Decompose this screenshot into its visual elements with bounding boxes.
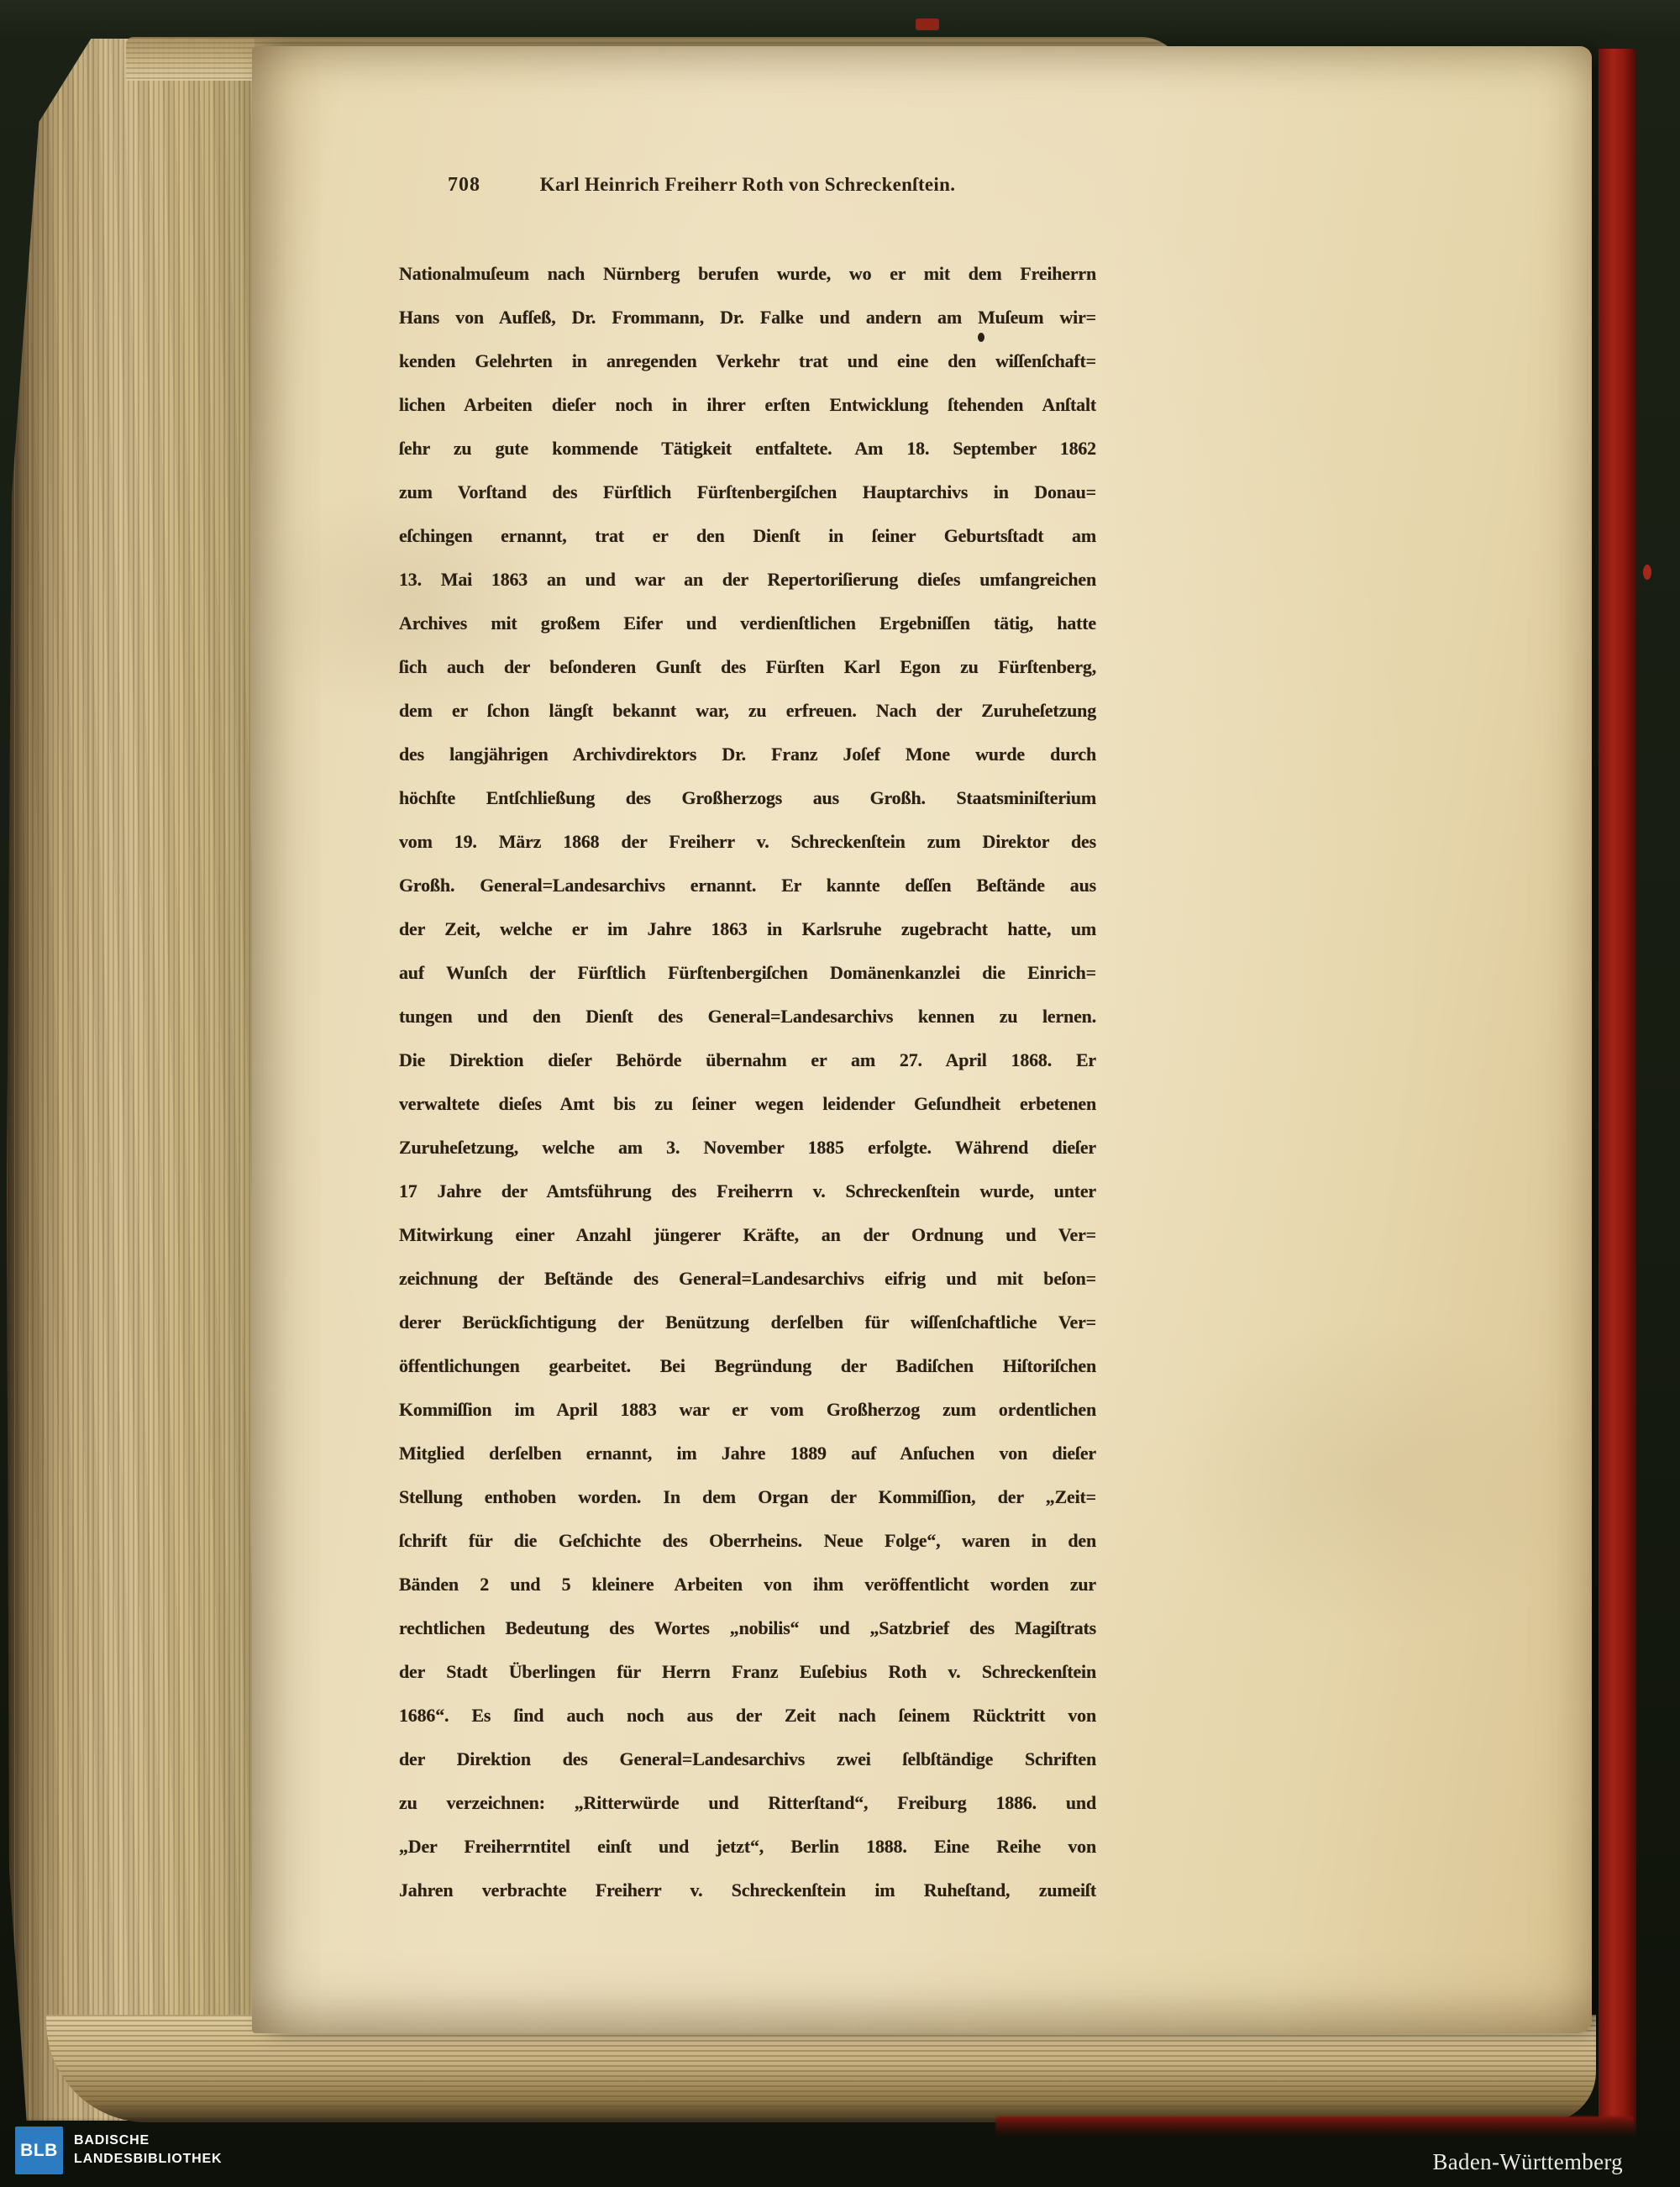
- text-line: Bänden 2 und 5 kleinere Arbeiten von ihm veröffentlicht worden zur: [399, 1574, 1096, 1595]
- page-text-block: [399, 252, 1096, 1912]
- text-line: Stellung enthoben worden. In dem Organ der Kommiſſion, der „Zeit=: [399, 1486, 1096, 1507]
- text-line: Hans von Aufſeß, Dr. Frommann, Dr. Falke und andern am Muſeum wir=: [399, 307, 1096, 328]
- text-line: „Der Freiherrntitel einſt und jetzt“, Berlin 1888. Eine Reihe von: [399, 1836, 1096, 1857]
- text-line: verwaltete dieſes Amt bis zu ſeiner wegen leidender Geſundheit erbetenen: [399, 1093, 1096, 1114]
- text-line: zum Vorſtand des Fürſtlich Fürſtenbergiſchen Hauptarchivs in Donau=: [399, 481, 1096, 502]
- text-line: zu verzeichnen: „Ritterwürde und Ritterſtand“, Freiburg 1886. und: [399, 1792, 1096, 1813]
- book-fore-edge-pages: [7, 39, 255, 2121]
- blb-logo-text: BLB: [20, 2140, 58, 2160]
- text-line: des langjährigen Archivdirektors Dr. Franz Joſef Mone wurde durch: [399, 744, 1096, 765]
- library-name: [74, 2132, 222, 2169]
- text-line: auf Wunſch der Fürſtlich Fürſtenbergiſchen Domänenkanzlei die Einrich=: [399, 962, 1096, 983]
- text-line: lichen Arbeiten dieſer noch in ihrer erſten Entwicklung ſtehenden Anſtalt: [399, 394, 1096, 415]
- red-edge-mark: [1643, 565, 1651, 580]
- red-bookmark-mark: [916, 18, 939, 30]
- text-line: öffentlichungen gearbeitet. Bei Begründung der Badiſchen Hiſtoriſchen: [399, 1355, 1096, 1376]
- text-line: ſchrift für die Geſchichte des Oberrheins. Neue Folge“, waren in den: [399, 1530, 1096, 1551]
- text-line: höchſte Entſchließung des Großherzogs aus Großh. Staatsminiſterium: [399, 787, 1096, 808]
- text-line: Nationalmuſeum nach Nürnberg berufen wurde, wo er mit dem Freiherrn: [399, 263, 1096, 284]
- text-line: Zuruheſetzung, welche am 3. November 1885 erfolgte. Während dieſer: [399, 1137, 1096, 1158]
- text-line: der Direktion des General=Landesarchivs zwei ſelbſtändige Schriften: [399, 1748, 1096, 1769]
- page-number: 708: [448, 174, 480, 196]
- text-line: Jahren verbrachte Freiherr v. Schreckenſtein im Ruheſtand, zumeiſt: [399, 1879, 1096, 1900]
- text-line: rechtlichen Bedeutung des Wortes „nobilis“ und „Satzbrief des Magiſtrats: [399, 1617, 1096, 1638]
- library-name-line1: BADISCHE: [74, 2133, 150, 2148]
- book-cover-red-edge: [1599, 49, 1636, 2139]
- text-line: 13. Mai 1863 an und war an der Repertoriſierung dieſes umfangreichen: [399, 569, 1096, 590]
- book-page: [252, 46, 1592, 2033]
- text-line: Archives mit großem Eifer und verdienſtlichen Ergebniſſen tätig, hatte: [399, 612, 1096, 633]
- text-line: 1686“. Es ſind auch noch aus der Zeit nach ſeinem Rücktritt von: [399, 1705, 1096, 1726]
- ink-speck: [978, 333, 984, 342]
- text-line: derer Berückſichtigung der Benützung derſelben für wiſſenſchaftliche Ver=: [399, 1312, 1096, 1333]
- text-line: 17 Jahre der Amtsführung des Freiherrn v. Schreckenſtein wurde, unter: [399, 1180, 1096, 1201]
- library-name-line2: LANDESBIBLIOTHEK: [74, 2152, 223, 2166]
- region-label: Baden-Württemberg: [1432, 2149, 1623, 2174]
- text-line: ſich auch der beſonderen Gunſt des Fürſten Karl Egon zu Fürſtenberg,: [399, 656, 1096, 677]
- blb-logo: [15, 2127, 63, 2174]
- text-line: eſchingen ernannt, trat er den Dienſt in ſeiner Geburtsſtadt am: [399, 525, 1096, 546]
- text-line: Kommiſſion im April 1883 war er vom Großherzog zum ordentlichen: [399, 1399, 1096, 1420]
- page-header: [399, 174, 1096, 202]
- text-line: Mitwirkung einer Anzahl jüngerer Kräfte, an der Ordnung und Ver=: [399, 1224, 1096, 1245]
- text-line: dem er ſchon längſt bekannt war, zu erfreuen. Nach der Zuruheſetzung: [399, 700, 1096, 721]
- text-line: kenden Gelehrten in anregenden Verkehr trat und eine den wiſſenſchaft=: [399, 350, 1096, 371]
- text-line: der Stadt Überlingen für Herrn Franz Euſebius Roth v. Schreckenſtein: [399, 1661, 1096, 1682]
- text-line: zeichnung der Beſtände des General=Landesarchivs eifrig und mit beſon=: [399, 1268, 1096, 1289]
- text-line: Mitglied derſelben ernannt, im Jahre 1889 auf Anſuchen von dieſer: [399, 1443, 1096, 1464]
- library-branding-bar: [0, 2117, 1680, 2187]
- text-line: der Zeit, welche er im Jahre 1863 in Karlsruhe zugebracht hatte, um: [399, 918, 1096, 939]
- text-line: tungen und den Dienſt des General=Landesarchivs kennen zu lernen.: [399, 1006, 1096, 1027]
- text-line: vom 19. März 1868 der Freiherr v. Schreckenſtein zum Direktor des: [399, 831, 1096, 852]
- running-header: Karl Heinrich Freiherr Roth von Schreckenſtein.: [539, 174, 956, 195]
- text-line: Großh. General=Landesarchivs ernannt. Er kannte deſſen Beſtände aus: [399, 875, 1096, 896]
- text-line: Die Direktion dieſer Behörde übernahm er am 27. April 1868. Er: [399, 1049, 1096, 1070]
- text-line: ſehr zu gute kommende Tätigkeit entfaltete. Am 18. September 1862: [399, 438, 1096, 459]
